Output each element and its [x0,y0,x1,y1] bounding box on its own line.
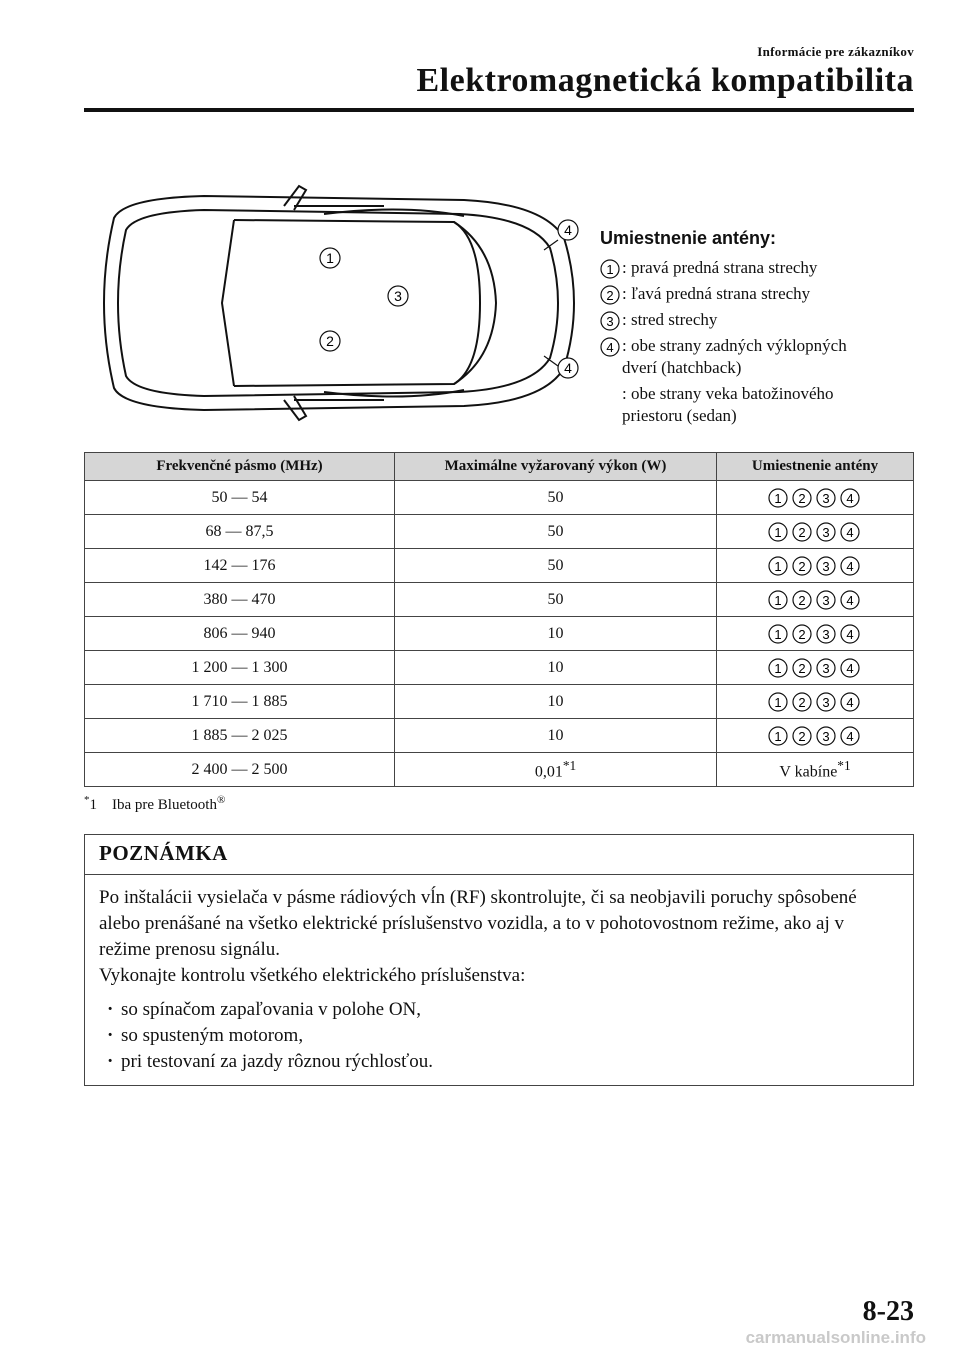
table-row [85,549,914,583]
legend-item-text: : obe strany veka batožinového priestoru (sedan) [622,384,834,425]
number-4-icon [840,726,862,746]
svg-text:1: 1 [774,490,782,506]
svg-text:1: 1 [774,660,782,676]
svg-text:2: 2 [606,288,614,303]
frequency-table [84,452,914,787]
number-1-icon [600,259,622,279]
callout-2 [320,331,340,351]
number-4-icon [840,590,862,610]
note-paragraph: Po inštalácii vysielača v pásme rádiových vĺn (RF) skontrolujte, či sa neobjavili poruchy spôsobené alebo prenášané na všetko elektrické príslušenstvo vozidla, a to v pohotovostnom režime, ako aj v režime prenosu signálu. [99,887,857,960]
number-3-icon [816,488,838,508]
band-cell: 68 — 87,5 [85,515,395,549]
number-1-icon [768,522,790,542]
svg-text:2: 2 [798,626,806,642]
antenna-cell [717,617,914,651]
number-2-icon [792,556,814,576]
band-cell: 380 — 470 [85,583,395,617]
note-body [85,875,913,1085]
svg-text:2: 2 [798,694,806,710]
table-row [85,685,914,719]
legend-title: Umiestnenie antény: [600,228,777,248]
svg-text:3: 3 [822,728,830,744]
note-paragraph: Vykonajte kontrolu všetkého elektrického príslušenstva: [99,965,526,986]
antenna-cell [717,719,914,753]
antenna-cell [717,515,914,549]
svg-text:1: 1 [774,694,782,710]
page-number: 8-23 [862,1296,914,1327]
number-4-icon [600,337,622,357]
svg-text:2: 2 [326,333,334,349]
legend-item-text: : obe strany zadných výklopných dverí (hatchback) [622,336,847,377]
list-item: · so spusteným motorom, [99,1023,899,1049]
number-2-icon [792,658,814,678]
antenna-cell [717,685,914,719]
number-1-icon [768,726,790,746]
power-cell: 10 [395,719,717,753]
band-cell: 50 — 54 [85,481,395,515]
car-antenna-diagram [84,178,604,428]
svg-text:2: 2 [798,660,806,676]
footnote: *1 Iba pre Bluetooth® [84,794,226,813]
legend-item-sedan [600,383,920,427]
table-row [85,515,914,549]
number-4-icon [840,556,862,576]
svg-text:1: 1 [774,626,782,642]
legend-item [600,309,920,331]
power-cell: 0,01$^{*1}$ [395,753,717,787]
svg-text:4: 4 [846,694,854,710]
power-cell: 10 [395,685,717,719]
svg-text:4: 4 [564,222,572,238]
note-bullet-list [99,997,899,1075]
table-row [85,651,914,685]
svg-text:4: 4 [846,728,854,744]
legend-item [600,283,920,305]
svg-text:1: 1 [606,262,614,277]
svg-text:4: 4 [846,626,854,642]
rear-window [454,222,496,384]
number-4-icon [840,488,862,508]
legend-item [600,335,920,379]
table-row [85,583,914,617]
list-item: · so spínačom zapaľovania v polohe ON, [99,997,899,1023]
antenna-legend [600,228,920,431]
number-2-icon [792,590,814,610]
band-cell: 142 — 176 [85,549,395,583]
svg-text:4: 4 [846,524,854,540]
page-title: Elektromagnetická kompatibilita [416,62,914,99]
antenna-cell [717,583,914,617]
number-2-icon [600,285,622,305]
header-divider [84,108,914,112]
number-4-icon [840,658,862,678]
svg-text:3: 3 [822,558,830,574]
callout-3 [388,286,408,306]
antenna-cell [717,549,914,583]
number-3-icon [816,658,838,678]
svg-text:3: 3 [394,288,402,304]
svg-text:4: 4 [846,660,854,676]
svg-text:3: 3 [822,694,830,710]
note-heading: POZNÁMKA [85,835,913,875]
number-3-icon [816,692,838,712]
list-item: · pri testovaní za jazdy rôznou rýchlosťou. [99,1049,899,1075]
table-body [85,481,914,753]
number-3-icon [816,624,838,644]
legend-item [600,257,920,279]
car-body-outline [104,196,574,410]
svg-text:1: 1 [774,558,782,574]
number-1-icon [768,556,790,576]
table-row [85,719,914,753]
band-cell: 1 200 — 1 300 [85,651,395,685]
svg-text:2: 2 [798,558,806,574]
number-2-icon [792,726,814,746]
svg-text:4: 4 [846,490,854,506]
number-1-icon [768,590,790,610]
svg-text:4: 4 [564,360,572,376]
roof-outline [234,220,480,386]
table-row [85,617,914,651]
svg-text:3: 3 [822,524,830,540]
table-row [85,753,914,787]
svg-text:1: 1 [774,592,782,608]
number-1-icon [768,624,790,644]
power-cell: 50 [395,481,717,515]
number-4-icon [840,624,862,644]
svg-text:4: 4 [846,592,854,608]
number-2-icon [792,488,814,508]
number-3-icon [600,311,622,331]
watermark: carmanualsonline.info [745,1328,926,1347]
band-cell: 1 885 — 2 025 [85,719,395,753]
number-3-icon [816,556,838,576]
svg-text:3: 3 [822,626,830,642]
power-cell: 50 [395,549,717,583]
antenna-cell [717,481,914,515]
band-cell: 806 — 940 [85,617,395,651]
svg-text:2: 2 [798,524,806,540]
svg-text:1: 1 [326,250,334,266]
number-4-icon [840,692,862,712]
number-1-icon [768,658,790,678]
svg-text:3: 3 [822,660,830,676]
number-3-icon [816,726,838,746]
svg-text:1: 1 [774,728,782,744]
number-2-icon [792,624,814,644]
power-cell: 50 [395,583,717,617]
svg-text:3: 3 [822,592,830,608]
power-cell: 10 [395,617,717,651]
callout-4-bottom [544,356,578,378]
note-box [84,834,914,1086]
windshield [222,220,234,386]
antenna-cell: V kabíne$^{*1}$ [717,753,914,787]
table-row [85,481,914,515]
number-3-icon [816,522,838,542]
band-cell: 1 710 — 1 885 [85,685,395,719]
section-heading: Informácie pre zákazníkov [757,44,914,59]
table-header-row [85,453,914,481]
number-3-icon [816,590,838,610]
power-cell: 10 [395,651,717,685]
band-cell: 2 400 — 2 500 [85,753,395,787]
svg-text:3: 3 [606,314,614,329]
svg-text:2: 2 [798,728,806,744]
column-header: Frekvenčné pásmo (MHz) [85,453,395,481]
legend-item-text: : stred strechy [622,310,718,329]
svg-text:4: 4 [606,340,614,355]
number-1-icon [768,488,790,508]
antenna-cell [717,651,914,685]
column-header: Umiestnenie antény [717,453,914,481]
legend-item-text: : ľavá predná strana strechy [622,284,811,303]
callout-1 [320,248,340,268]
svg-text:4: 4 [846,558,854,574]
svg-text:1: 1 [774,524,782,540]
number-1-icon [768,692,790,712]
legend-item-text: : pravá predná strana strechy [622,258,818,277]
number-2-icon [792,692,814,712]
svg-text:3: 3 [822,490,830,506]
svg-text:2: 2 [798,490,806,506]
power-cell: 50 [395,515,717,549]
number-2-icon [792,522,814,542]
column-header: Maximálne vyžarovaný výkon (W) [395,453,717,481]
svg-text:2: 2 [798,592,806,608]
car-body-inner [118,210,558,396]
number-4-icon [840,522,862,542]
